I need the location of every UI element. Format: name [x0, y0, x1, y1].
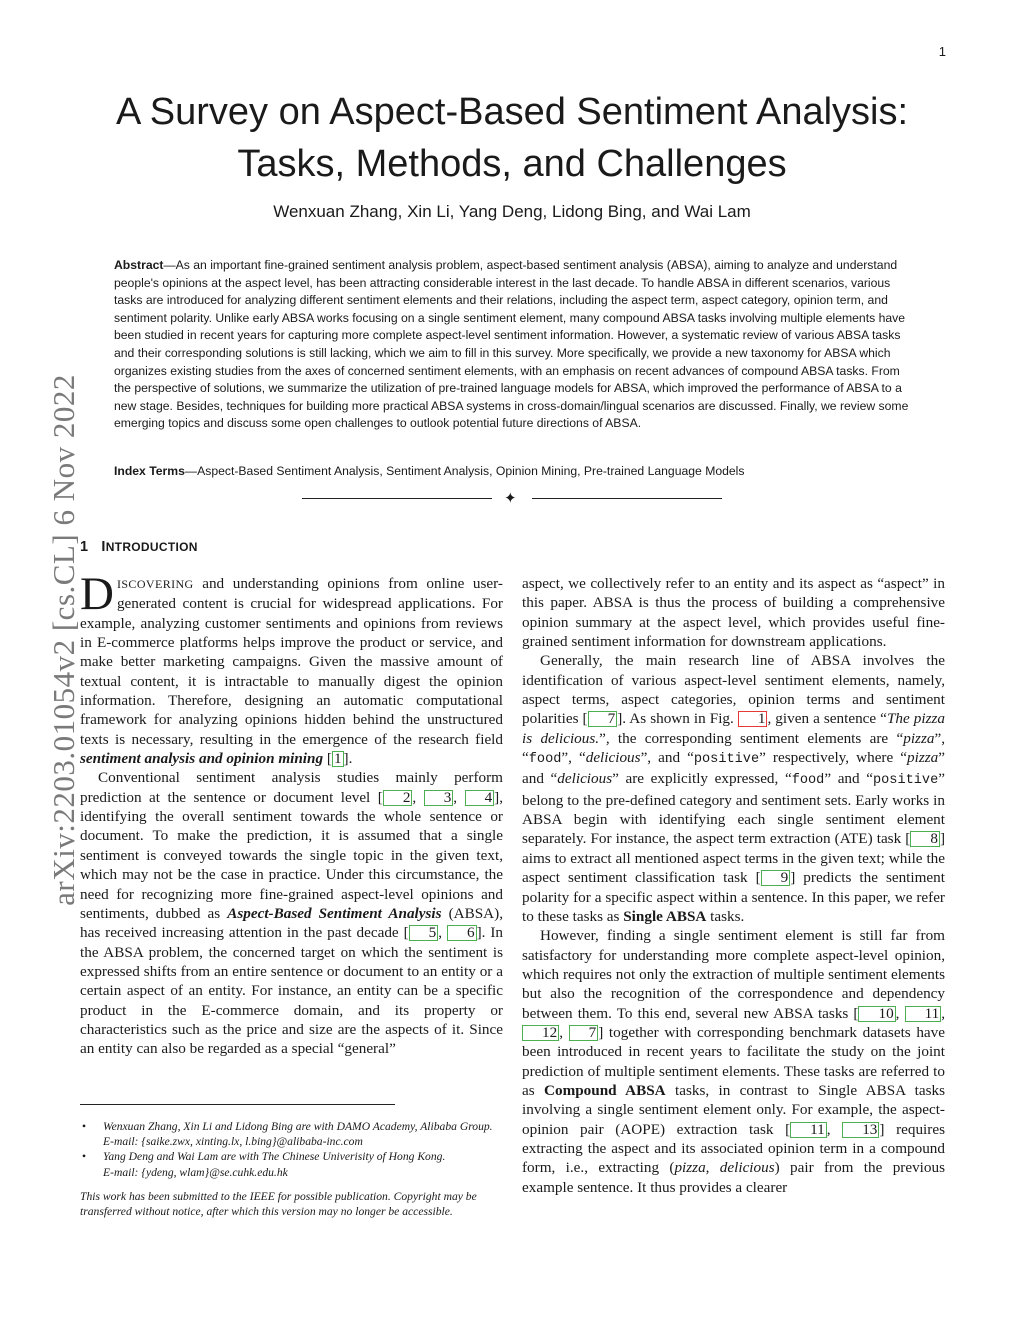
lead-smallcaps: ISCOVERING — [116, 577, 194, 591]
citation-link[interactable]: 6 — [447, 925, 477, 941]
paragraph-text: tasks, in contrast to Single ABSA tasks involving a single sentiment element only. For example, the aspect-opinion pair (AOPE) extraction task [ — [522, 1081, 945, 1138]
citation-link[interactable]: 11 — [790, 1122, 827, 1138]
footnote-rule — [80, 1104, 395, 1105]
section-separator — [302, 490, 722, 508]
affiliation-item — [80, 1149, 503, 1179]
citation-link[interactable]: 3 — [424, 790, 454, 806]
aspect-term: pizza — [674, 1159, 706, 1177]
paragraph-text: ” respectively, where “ — [759, 749, 908, 767]
paragraph-text: ] predicts the sentiment polarity for a specific aspect within a sentence. In this paper, we refer to these tasks as — [522, 869, 945, 925]
citation-link[interactable]: 7 — [569, 1025, 599, 1041]
separator-diamond-icon: ✦ — [504, 491, 517, 507]
page-number: 1 — [938, 44, 946, 59]
aspect-term: pizza — [907, 749, 939, 767]
paragraph-text: ”, the corresponding sentiment elements are “ — [599, 729, 904, 747]
index-terms-label: Index Terms — [114, 464, 185, 478]
separator-line-right — [532, 498, 722, 499]
intro-paragraph-5: However, finding a single sentiment element is still far from satisfactory for understanding more complete aspect-level opinion, which requires not only the extraction of multiple sentiment elements but also the recognition of the correspondence and dependency between them. To this end, several new ABSA tasks [ 10 , 11 , 12 , 7 ] together with corresponding benchmark datasets have been introduced in recent years to facilitate the study on the joint prediction of multiple sentiment elements. These tasks are referred to as Compound ABSA tasks, in contrast to Single ABSA tasks involving a single sentiment element only. For example, the aspect-opinion pair (AOPE) extraction task [ 11 , 13 ] requires extracting the aspect and its associated opinion term in a compound form, i.e., extracting (pizza, delicious) pair from the previous example sentence. It thus provides a clearer — [522, 927, 946, 1196]
arxiv-identifier-stamp[interactable]: arXiv:2203.01054v2 [cs.CL] 6 Nov 2022 — [46, 374, 81, 906]
figure-reference-link[interactable]: 1 — [738, 711, 768, 727]
paragraph-text: ], identifying the overall sentiment towards the whole sentence or document. To make the prediction, it is assumed that a single sentiment is conveyed towards the single topic in the given text, which may not be the case in practice. Under this circumstance, the need for recognizing more fine-grained aspect-level opinions and sentiments, dubbed as — [80, 788, 504, 922]
footnotes — [80, 1119, 503, 1219]
abstract — [114, 257, 910, 433]
index-terms — [114, 464, 910, 478]
author-list: Wenxuan Zhang, Xin Li, Yang Deng, Lidong Bing, and Wai Lam — [273, 202, 751, 221]
paragraph-text: ] requires extracting the aspect and its associated opinion term in a compound form, i.e., extracting ( — [522, 1120, 945, 1177]
opinion-term: delicious — [585, 749, 641, 767]
aspect-term: pizza — [903, 729, 935, 747]
paper-title — [0, 86, 1024, 190]
separator-line-left — [302, 498, 492, 499]
paragraph-text: ”, and “ — [640, 749, 694, 767]
left-column — [80, 568, 504, 1059]
sentiment-polarity: positive — [872, 773, 939, 789]
paragraph-text: and understanding opinions from online user-generated content is crucial for widespread applications. For example, analyzing customer sentiments and opinions from reviews in E-commerce platforms helps improve the product or service, and make better marketing campaigns. Given the massive amount of textual content, it is intractable to manually digest the opinion information. Therefore, designing an automatic computational framework for analyzing opinions hidden behind the unstructured texts is necessary, resulting in the emergence of the research field — [80, 575, 503, 748]
paragraph-text: ] together with corresponding benchmark datasets have been introduced in recent years to facilitate the study on the joint prediction of multiple sentiment elements. These tasks are referred to as — [522, 1023, 946, 1099]
paragraph-text: ” belong to the pre-defined category and sentiment sets. Early works in ABSA begin with identifying each single sentiment element separately. For instance, the aspect term extraction (ATE) task [ — [522, 770, 945, 848]
paragraph-text: ” and “ — [522, 749, 945, 788]
section-title-initial: I — [101, 539, 106, 555]
citation-link[interactable]: 13 — [842, 1122, 879, 1138]
paragraph-text: , given a sentence “ — [767, 710, 887, 728]
title-line-2: Tasks, Methods, and Challenges — [237, 143, 787, 185]
bullet-icon: • — [82, 1120, 87, 1133]
abstract-label: Abstract — [114, 258, 164, 272]
intro-paragraph-1: DISCOVERING and understanding opinions from online user-generated content is crucial for widespread applications. For example, analyzing customer sentiments and opinions from reviews in E-commerce platforms helps improve the product or service, and make better marketing campaigns. Given the massive amount of textual content, it is intractable to manually digest the opinion information. Therefore, designing an automatic computational framework for analyzing opinions hidden behind the unstructured texts is necessary, resulting in the emergence of the research field sentiment analysis and opinion mining [ 1 ]. — [80, 568, 503, 768]
intro-paragraph-3: aspect, we collectively refer to an entity and its aspect as “aspect” in this paper. ABSA is thus the process of building a comprehensive opinion summary at the aspect level, which provides useful fine-grained sentiment information for downstream applications. — [522, 575, 945, 651]
affiliation-list — [80, 1119, 503, 1180]
paragraph-text: ”, “ — [522, 729, 945, 767]
aspect-category: food — [528, 752, 562, 768]
bullet-icon: • — [82, 1150, 87, 1164]
intro-paragraph-2: Conventional sentiment analysis studies mainly perform prediction at the sentence or document level [ 2 , 3 , 4 ], identifying the overall sentiment towards the whole sentence or document. To make the prediction, it is assumed that a single sentiment is conveyed towards the single topic in the given text, which may not be the case in practice. Under this circumstance, the need for recognizing more fine-grained aspect-level opinions and sentiments, dubbed as Aspect-Based Sentiment Analysis (ABSA), has received increasing attention in the past decade [ 5 , 6 ]. In the ABSA problem, the concerned target on which the sentiment is expressed shifts from an entire sentence or document to an entity or a certain aspect of an entity. For instance, an entity can be a specific product in the E-commerce domain, and its property or characteristics such as the price and size are the aspects of it. Since an entity can also be regarded as a special “general” — [80, 769, 504, 1058]
emphasis-term: Aspect-Based Sentiment Analysis — [227, 904, 442, 922]
opinion-term: delicious — [557, 770, 613, 788]
citation-link[interactable]: 4 — [465, 790, 495, 806]
affiliation-text: Wenxuan Zhang, Xin Li and Lidong Bing are with DAMO Academy, Alibaba Group. — [103, 1120, 493, 1133]
citation-link[interactable]: 8 — [910, 831, 940, 847]
bold-term: Compound ABSA — [544, 1081, 666, 1099]
example-sentence: The pizza is delicious. — [522, 710, 945, 747]
paragraph-text: Conventional sentiment analysis studies mainly perform prediction at the sentence or document level [ — [80, 769, 503, 806]
aspect-category: food — [791, 773, 825, 789]
bold-term: Single ABSA — [623, 907, 707, 925]
citation-link[interactable]: 1 — [333, 750, 342, 768]
abstract-text: —As an important fine-grained sentiment analysis problem, aspect-based sentiment analysis (ABSA), aiming to analyze and understand people's opinions at the aspect level, has been attracting considerable interest in the last decade. To handle ABSA in different scenarios, various tasks are introduced for analyzing different sentiment elements and their relations, including the aspect term, aspect category, opinion term, and sentiment polarity. Unlike early ABSA works focusing on a single sentiment element, many compound ABSA tasks involving multiple elements have been studied in recent years for capturing more complete aspect-level sentiment information. However, a systematic review of various ABSA tasks and their corresponding solutions is still lacking, which we aim to fill in this survey. More specifically, we provide a new taxonomy for ABSA which organizes existing studies from the axes of concerned sentiment elements, with an emphasis on recent advances of compound ABSA tasks. From the perspective of solutions, we summarize the utilization of pre-trained language models for ABSA, which improved the performance of ABSA to a new stage. Besides, techniques for building more practical ABSA systems in cross-domain/lingual scenarios are discussed. Finally, we review some emerging topics and discuss some open challenges to outlook potential future directions of ABSA. — [114, 258, 909, 431]
section-number: 1 — [80, 539, 89, 555]
paragraph-text: ”, “ — [561, 749, 586, 767]
affiliation-item — [80, 1119, 503, 1149]
paragraph-text: ” and “ — [824, 770, 873, 788]
index-terms-text: —Aspect-Based Sentiment Analysis, Sentiment Analysis, Opinion Mining, Pre-trained Language Models — [184, 464, 745, 478]
citation-link[interactable]: 7 — [588, 711, 618, 727]
affiliation-email: E-mail: {ydeng, wlam}@se.cuhk.edu.hk — [103, 1165, 288, 1179]
paragraph-text: , — [705, 1159, 720, 1177]
citation-link[interactable]: 2 — [383, 790, 413, 806]
paragraph-text: ) pair from the previous example sentence. It thus provides a clearer — [522, 1159, 945, 1196]
affiliation-text: Yang Deng and Wai Lam are with The Chinese Univerisity of Hong Kong. — [103, 1150, 446, 1164]
paragraph-text: (ABSA), has received increasing attention in the past decade [ — [80, 904, 503, 942]
citation-link[interactable]: 10 — [858, 1006, 895, 1022]
citation-link[interactable]: 5 — [409, 925, 439, 941]
citation-link[interactable]: 9 — [761, 870, 791, 886]
emphasis-term: sentiment analysis and opinion mining — [80, 750, 324, 768]
opinion-term: delicious — [719, 1159, 775, 1177]
paragraph-text: ]. In the ABSA problem, the concerned target on which the sentiment is expressed shifts from an entire sentence or document to an entity or a certain aspect of an entity. For instance, an entity can be a specific product in the E-commerce domain, and its property or characteristics such as the price and size are the aspects of it. Since an entity can also be regarded as a special “general” — [80, 924, 503, 1058]
section-title-rest: NTRODUCTION — [105, 540, 198, 554]
paragraph-text: tasks. — [706, 907, 745, 925]
citation-link[interactable]: 11 — [905, 1006, 942, 1022]
paragraph-text: ]. As shown in Fig. — [617, 710, 738, 728]
title-line-1: A Survey on Aspect-Based Sentiment Analysis: — [115, 91, 909, 133]
intro-paragraph-4 — [522, 651, 945, 926]
paragraph-text: ] aims to extract all mentioned aspect terms in the given text; while the aspect sentiment classification task [ — [522, 830, 945, 887]
sentiment-polarity: positive — [693, 752, 760, 768]
drop-cap: D — [80, 568, 114, 620]
paragraph-text: Generally, the main research line of ABSA involves the identification of various aspect-level sentiment elements, namely, aspect terms, aspect categories, opinion terms and sentiment polarities [ — [522, 652, 945, 728]
paragraph-text: ” are explicitly expressed, “ — [612, 770, 792, 788]
copyright-notice: This work has been submitted to the IEEE for possible publication. Copyright may be transferred without notice, after which this version may no longer be accessible. — [80, 1189, 477, 1219]
citation-link[interactable]: 12 — [522, 1025, 559, 1041]
paragraph-text: However, finding a single sentiment element is still far from satisfactory for understanding more complete aspect-level opinion, which requires not only the extraction of multiple sentiment elements but also the recognition of the correspondence and dependency between them. To this end, several new ABSA tasks [ — [522, 927, 945, 1022]
affiliation-email: E-mail: {saike.zwx, xinting.lx, l.bing}@alibaba-inc.com — [103, 1135, 363, 1149]
section-heading-introduction — [80, 539, 198, 555]
right-column — [522, 574, 945, 1197]
paragraph-text: . — [348, 750, 353, 768]
